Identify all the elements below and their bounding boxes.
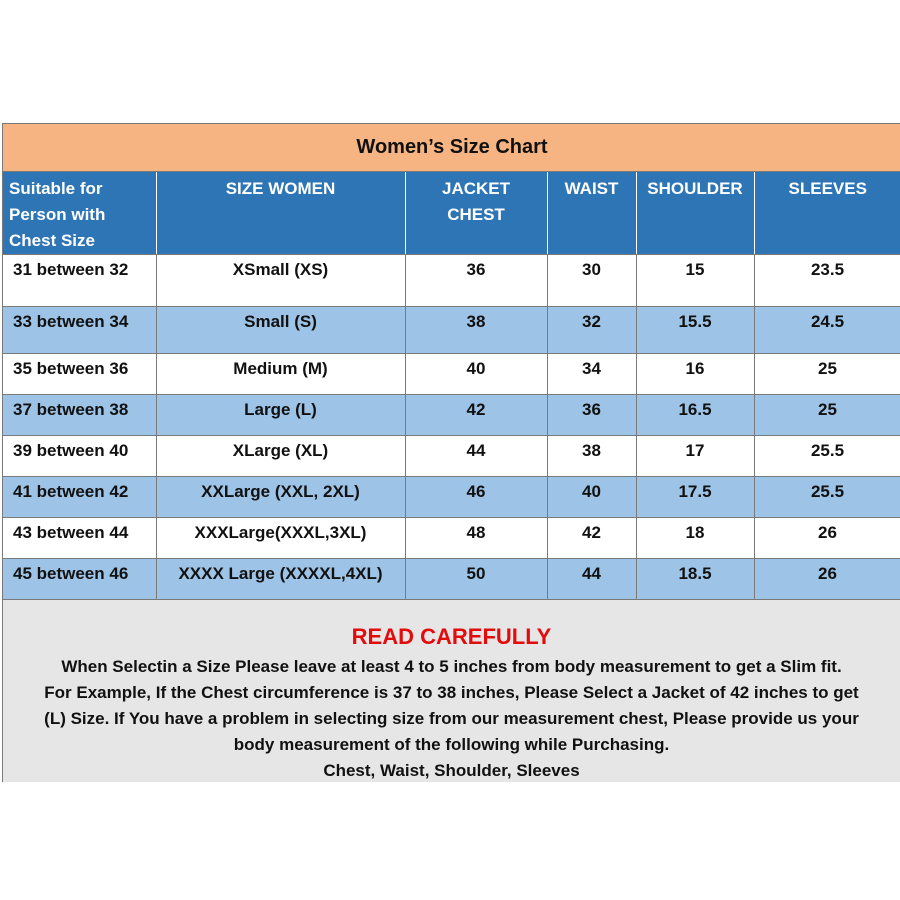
cell-waist: 40	[547, 477, 636, 518]
table-row	[3, 354, 900, 395]
cell-size: XSmall (XS)	[156, 255, 405, 307]
cell-size: XXLarge (XXL, 2XL)	[156, 477, 405, 518]
cell-jacket-chest: 46	[405, 477, 547, 518]
table-row	[3, 518, 900, 559]
size-table	[3, 172, 900, 600]
cell-sleeves: 25.5	[754, 436, 900, 477]
notice-line: Chest, Waist, Shoulder, Sleeves	[323, 761, 580, 780]
read-carefully-notice	[3, 600, 900, 782]
header-chest-size: Suitable for Person with Chest Size	[3, 172, 156, 255]
cell-jacket-chest: 48	[405, 518, 547, 559]
cell-waist: 30	[547, 255, 636, 307]
cell-shoulder: 16.5	[636, 395, 754, 436]
cell-sleeves: 24.5	[754, 307, 900, 354]
cell-sleeves: 25.5	[754, 477, 900, 518]
cell-jacket-chest: 44	[405, 436, 547, 477]
cell-size: XXXX Large (XXXXL,4XL)	[156, 559, 405, 600]
cell-sleeves: 25	[754, 354, 900, 395]
cell-shoulder: 17.5	[636, 477, 754, 518]
cell-shoulder: 18	[636, 518, 754, 559]
cell-waist: 36	[547, 395, 636, 436]
cell-chest-size: 35 between 36	[3, 354, 156, 395]
notice-line: For Example, If the Chest circumference is 37 to 38 inches, Please Select a Jacket of 42 inches to get	[44, 683, 859, 702]
table-row	[3, 307, 900, 354]
notice-line: body measurement of the following while Purchasing.	[233, 735, 670, 754]
table-row	[3, 255, 900, 307]
cell-jacket-chest: 36	[405, 255, 547, 307]
cell-chest-size: 33 between 34	[3, 307, 156, 354]
cell-size: Medium (M)	[156, 354, 405, 395]
cell-size: XLarge (XL)	[156, 436, 405, 477]
cell-sleeves: 26	[754, 559, 900, 600]
table-row	[3, 477, 900, 518]
cell-sleeves: 26	[754, 518, 900, 559]
cell-jacket-chest: 42	[405, 395, 547, 436]
table-row	[3, 436, 900, 477]
cell-shoulder: 15.5	[636, 307, 754, 354]
cell-shoulder: 16	[636, 354, 754, 395]
cell-sleeves: 25	[754, 395, 900, 436]
table-header-row	[3, 172, 900, 255]
cell-shoulder: 17	[636, 436, 754, 477]
notice-body	[3, 654, 900, 784]
cell-jacket-chest: 50	[405, 559, 547, 600]
notice-title: READ CAREFULLY	[351, 624, 552, 649]
cell-waist: 44	[547, 559, 636, 600]
cell-sleeves: 23.5	[754, 255, 900, 307]
cell-chest-size: 37 between 38	[3, 395, 156, 436]
cell-waist: 38	[547, 436, 636, 477]
cell-shoulder: 18.5	[636, 559, 754, 600]
cell-jacket-chest: 38	[405, 307, 547, 354]
cell-waist: 34	[547, 354, 636, 395]
cell-jacket-chest: 40	[405, 354, 547, 395]
notice-line: When Selectin a Size Please leave at least 4 to 5 inches from body measurement to get a Slim fit.	[61, 657, 842, 676]
cell-chest-size: 41 between 42	[3, 477, 156, 518]
header-waist: WAIST	[547, 172, 636, 255]
cell-waist: 32	[547, 307, 636, 354]
cell-size: Large (L)	[156, 395, 405, 436]
cell-chest-size: 45 between 46	[3, 559, 156, 600]
table-row	[3, 395, 900, 436]
header-sleeves: SLEEVES	[754, 172, 900, 255]
cell-size: XXXLarge(XXXL,3XL)	[156, 518, 405, 559]
header-jacket-chest: JACKET CHEST	[405, 172, 547, 255]
notice-line: (L) Size. If You have a problem in selecting size from our measurement chest, Please provide us your	[44, 709, 859, 728]
table-row	[3, 559, 900, 600]
cell-chest-size: 39 between 40	[3, 436, 156, 477]
cell-waist: 42	[547, 518, 636, 559]
chart-title: Women’s Size Chart	[3, 124, 900, 172]
header-shoulder: SHOULDER	[636, 172, 754, 255]
cell-chest-size: 31 between 32	[3, 255, 156, 307]
cell-chest-size: 43 between 44	[3, 518, 156, 559]
header-size-women: SIZE WOMEN	[156, 172, 405, 255]
cell-shoulder: 15	[636, 255, 754, 307]
cell-size: Small (S)	[156, 307, 405, 354]
size-chart	[2, 123, 900, 782]
